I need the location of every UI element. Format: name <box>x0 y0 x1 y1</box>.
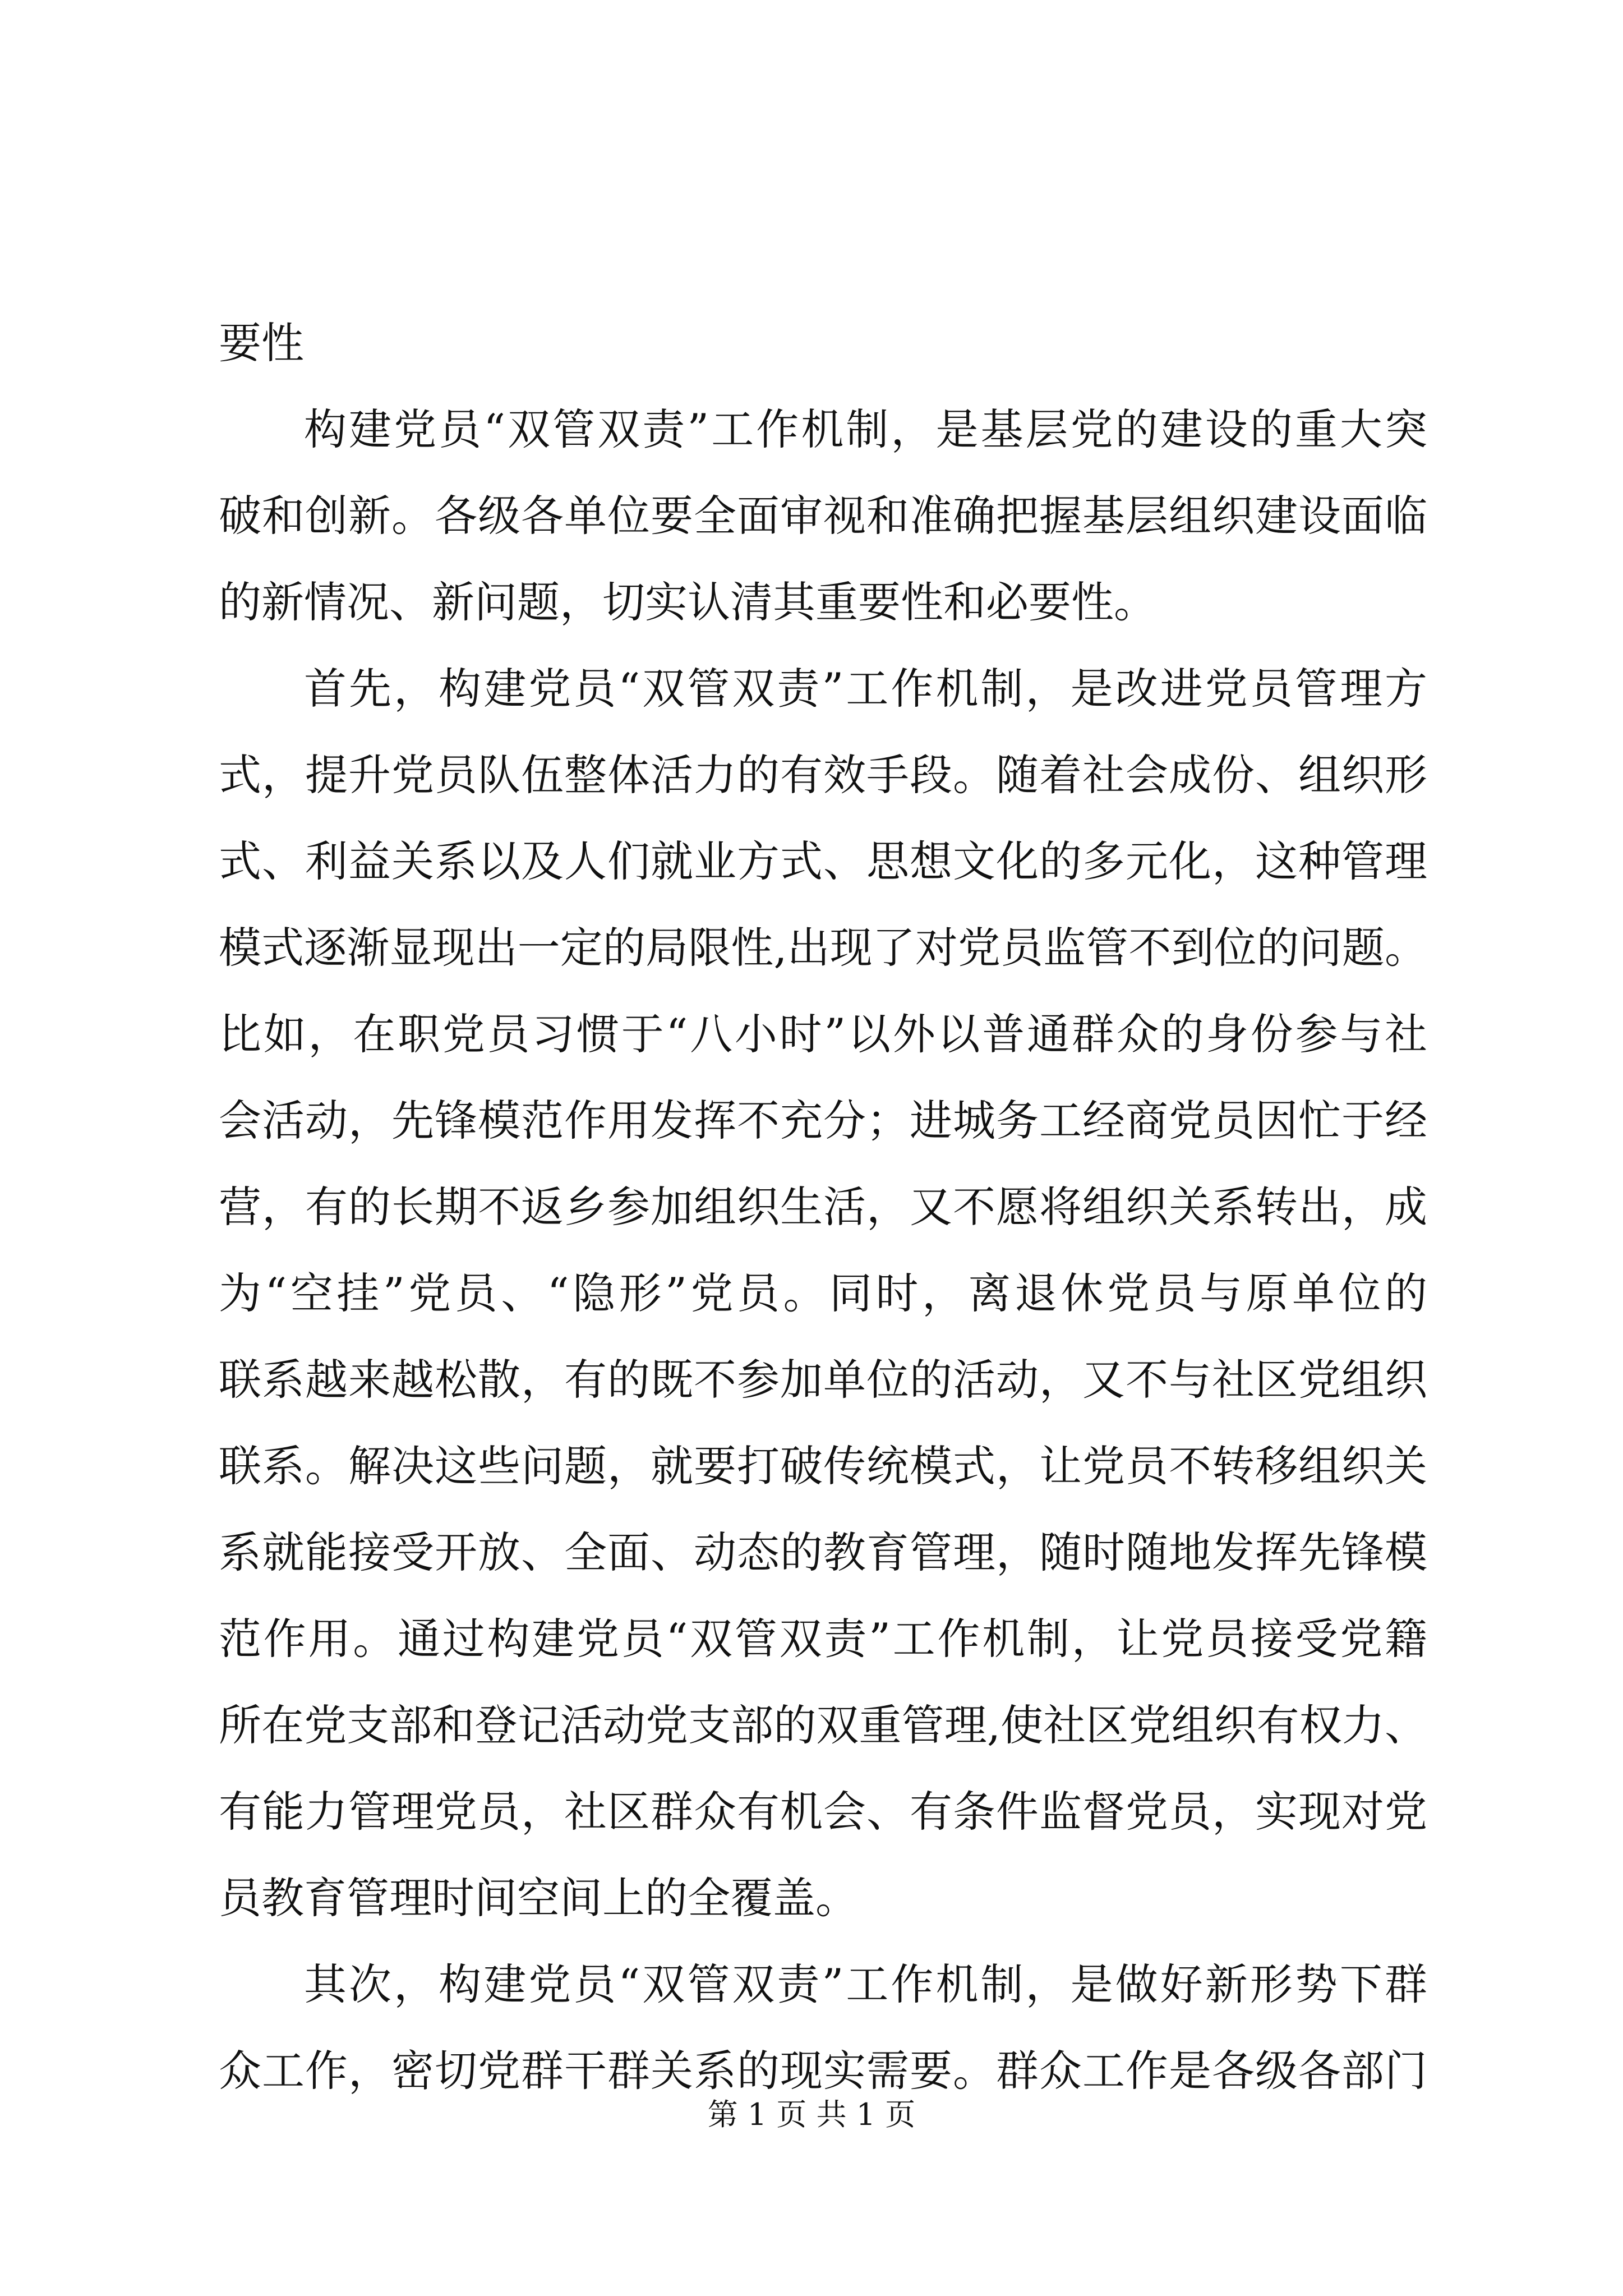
paragraph-line: 为“空挂”党员、“隐形”党员。同时，离退休党员与原单位的 <box>219 1268 1427 1318</box>
paragraph-line: 破和创新。各级各单位要全面审视和准确把握基层组织建设面临 <box>219 491 1427 541</box>
page-number-footer: 第 1 页 共 1 页 <box>707 2097 916 2132</box>
paragraph-line: 营，有的长期不返乡参加组织生活，又不愿将组织关系转出，成 <box>219 1182 1427 1232</box>
paragraph-line: 会活动，先锋模范作用发挥不充分；进城务工经商党员因忙于经 <box>219 1096 1427 1145</box>
paragraph-line: 其次，构建党员“双管双责”工作机制，是做好新形势下群 <box>304 1959 1427 2009</box>
paragraph-line: 构建党员“双管双责”工作机制，是基层党的建设的重大突 <box>304 404 1427 454</box>
paragraph-line: 员教育管理时间空间上的全覆盖。 <box>219 1873 858 1923</box>
paragraph-line: 的新情况、新问题，切实认清其重要性和必要性。 <box>219 577 1156 627</box>
paragraph-line: 所在党支部和登记活动党支部的双重管理,使社区党组织有权力、 <box>219 1700 1427 1750</box>
paragraph-line: 众工作，密切党群干群关系的现实需要。群众工作是各级各部门 <box>219 2046 1427 2096</box>
paragraph-line: 式、利益关系以及人们就业方式、思想文化的多元化，这种管理 <box>219 836 1427 886</box>
paragraph-line: 范作用。通过构建党员“双管双责”工作机制，让党员接受党籍 <box>219 1614 1427 1664</box>
paragraph-line: 联系越来越松散，有的既不参加单位的活动，又不与社区党组织 <box>219 1355 1427 1405</box>
document-body <box>219 300 1427 2114</box>
paragraph-line: 联系。解决这些问题，就要打破传统模式，让党员不转移组织关 <box>219 1441 1427 1491</box>
paragraph-line: 有能力管理党员，社区群众有机会、有条件监督党员，实现对党 <box>219 1787 1427 1837</box>
paragraph-line: 比如，在职党员习惯于“八小时”以外以普通群众的身份参与社 <box>219 1009 1427 1059</box>
paragraph-line: 模式逐渐显现出一定的局限性,出现了对党员监管不到位的问题。 <box>219 923 1427 973</box>
paragraph-line: 首先，构建党员“双管双责”工作机制，是改进党员管理方 <box>304 664 1427 714</box>
paragraph-line: 要性 <box>219 318 304 368</box>
paragraph-line: 式，提升党员队伍整体活力的有效手段。随着社会成份、组织形 <box>219 750 1427 800</box>
paragraph-line: 系就能接受开放、全面、动态的教育管理，随时随地发挥先锋模 <box>219 1527 1427 1577</box>
